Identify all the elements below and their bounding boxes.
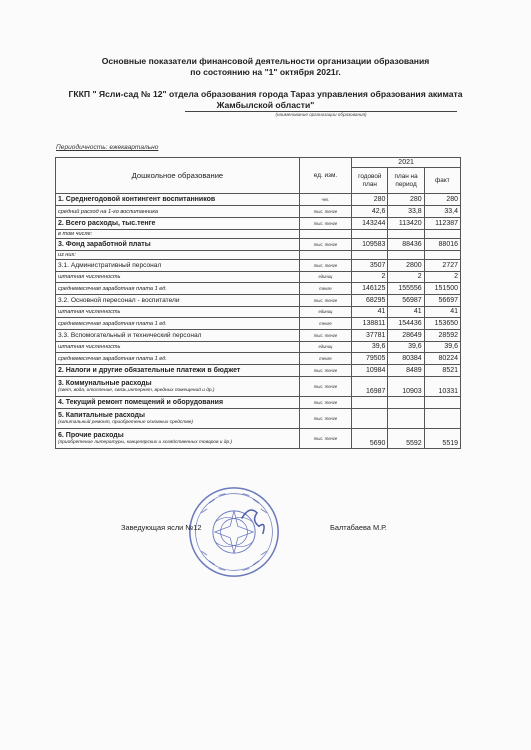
- table-row: 3.1. Административный персонал тыс. тенге 3507 2800 2727: [56, 260, 461, 272]
- row-title: 3. Коммунальные расходы: [58, 379, 152, 387]
- row-subtitle: (приобретение литературы, канцелярских и хозяйственных товаров и др.): [58, 439, 233, 445]
- header-col-period-plan: план на период: [388, 168, 424, 194]
- table-row: штатная численность единиц 2 2 2: [56, 272, 461, 283]
- table-row: 3. Коммунальные расходы (свет, вода, отопление, связь,интернет, вредных помещений и др.) тыс. тенге 16987 10903 10331: [56, 377, 461, 397]
- table-row: 4. Текущий ремонт помещений и оборудования тыс. тенге: [56, 397, 461, 409]
- document-date: по состоянию на "1" октября 2021г.: [190, 67, 341, 77]
- table-row: 1. Среднегодовой контингент воспитанников чел. 280 280 280: [56, 194, 461, 206]
- table-row: штатная численность единиц 39,6 39,6 39,6: [56, 342, 461, 353]
- table-row: 3.2. Основной пересонал - воспитатели тыс. тенге 68295 56987 56697: [56, 295, 461, 307]
- header-col-fact: факт: [424, 168, 460, 194]
- table-row: 2. Налоги и другие обязательные платежи в бюджет тыс. тенге 10984 8489 8521: [56, 365, 461, 377]
- row-title: 5. Капитальные расходы: [58, 411, 145, 419]
- table-row: средний расход на 1-го воспитанника тыс. тенге 42,6 33,8 33,4: [56, 206, 461, 218]
- table-row: из них:: [56, 251, 461, 260]
- header-col-unit: ед. изм.: [299, 158, 351, 194]
- table-row: 6. Прочие расходы (приобретение литературы, канцелярских и хозяйственных товаров и др.) тыс. тенге 5690 5592 5519: [56, 429, 461, 449]
- organization-name-cont: Жамбылской области": [216, 100, 315, 110]
- row-title: 6. Прочие расходы: [58, 431, 124, 439]
- table-row: среднемесячная заработная плата 1 ед. тенге 79505 80384 80224: [56, 353, 461, 365]
- official-seal-icon: [186, 484, 282, 580]
- table-row: 3.3. Вспомогательный и технический персонал тыс. тенге 37781 28649 28592: [56, 330, 461, 342]
- table-row: в том числе:: [56, 230, 461, 239]
- row-subtitle: (свет, вода, отопление, связь,интернет, вредных помещений и др.): [58, 387, 215, 393]
- table-row: штатная численность единиц 41 41 41: [56, 307, 461, 318]
- signature-position: Заведующая ясли №12: [121, 523, 202, 532]
- document-title: Основные показатели финансовой деятельности организации образования: [101, 56, 430, 66]
- organization-name: ГККП " Ясли-сад № 12" отдела образования города Тараз управления образования акимата: [68, 89, 463, 99]
- row-subtitle: (капитальный ремонт, приобретение основных средстве): [58, 419, 193, 425]
- table-row: 2. Всего расходы, тыс.тенге тыс. тенге 143244 113420 112387: [56, 218, 461, 230]
- table-row: среднемесячная заработная плата 1 ед. тенге 138811 154436 153650: [56, 318, 461, 330]
- organization-caption: (наименование организации образования): [275, 112, 367, 117]
- header-col-year: 2021: [352, 158, 461, 168]
- header-col-plan: годовой план: [352, 168, 388, 194]
- finance-table: [55, 157, 461, 449]
- table-row: среднемесячная заработная плата 1 ед. тенге 146125 155556 151500: [56, 283, 461, 295]
- signature-name: Балтабаева М.Р.: [330, 523, 387, 532]
- header-col-name: Дошкольное образование: [56, 158, 300, 194]
- periodicity-label: Периодичность: ежеквартально: [56, 144, 159, 151]
- table-row: 3. Фонд заработной платы тыс. тенге 109583 88436 88016: [56, 239, 461, 251]
- table-row: 5. Капитальные расходы (капитальный ремонт, приобретение основных средстве) тыс. тенге: [56, 409, 461, 429]
